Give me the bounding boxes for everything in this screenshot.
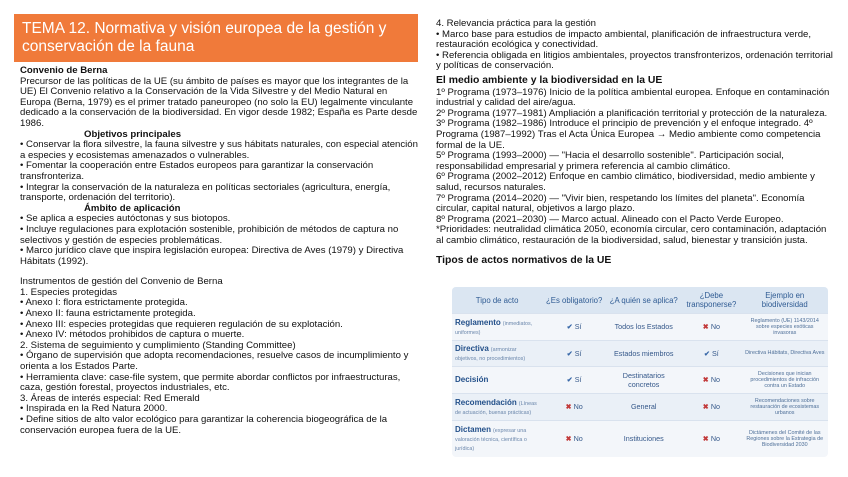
table-cell xyxy=(741,393,828,420)
check-icon: ✔ xyxy=(566,322,573,332)
programa-item: 3º Programa (1982–1986) Introduce el principio de prevención y el enfoque integrado. 4º Programa (1987–1992) Tras el Acta Única Europea → Medio ambiente como competencia formal de la UE. xyxy=(436,118,821,151)
answer-text: No xyxy=(710,402,721,412)
instrumentos-line: • Anexo III: especies protegidas que requieren regulación de su explotación. xyxy=(20,318,343,330)
ejemplo-text: Directiva Hábitats, Directiva Aves xyxy=(745,350,825,357)
aplica-text: Destinatarios concretos xyxy=(622,370,665,389)
relevancia-line: • Referencia obligada en litigios ambientales, proyectos transfronterizos, ordenación territorial y políticas de conservación. xyxy=(436,49,833,72)
relevancia-line: • Marco base para estudios de impacto ambiental, planificación de infraestructura verde, restauración ecológica y conectividad. xyxy=(436,28,812,51)
acto-name: Directiva xyxy=(455,344,489,354)
cross-icon: ✖ xyxy=(702,322,709,332)
programa-item: 2º Programa (1977–1981) Ampliación a planificación territorial y protección de la naturaleza. xyxy=(436,107,828,119)
cross-icon: ✖ xyxy=(565,434,572,444)
programa-item: 8º Programa (2021–2030) — Marco actual. Alineado con el Pacto Verde Europeo. *Prioridades: neutralidad climática 2050, economía circular, cero contaminación, adaptación al cambio climático, restauración de la biodiversidad, salud, bienestar y transición justa. xyxy=(436,213,827,246)
ejemplo-text: Dictámenes del Comité de las Regiones sobre la Estrategia de Biodiversidad 2030 xyxy=(746,429,824,448)
ambito-item: • Se aplica a especies autóctonas y sus biotopos. xyxy=(20,213,231,225)
ejemplo-text: Decisiones que inician procedimientos de infracción contra un Estado xyxy=(750,370,820,390)
instrumentos-line: • Define sitios de alto valor ecológico para garantizar la coherencia biogeográfica de la conservación europea fuera de la UE. xyxy=(20,414,388,436)
table-cell xyxy=(741,367,828,394)
instrumentos-line: • Anexo II: fauna estrictamente protegida. xyxy=(20,308,196,320)
instrumentos-line: Instrumentos de gestión del Convenio de Berna xyxy=(20,276,223,288)
table-cell xyxy=(452,367,542,394)
aplica-text: Instituciones xyxy=(623,434,664,444)
objetivo-item: • Conservar la flora silvestre, la fauna silvestre y sus hábitats naturales, con especial atención a especies y ecosistemas amenazados o vulnerables. xyxy=(20,139,418,161)
table-cell xyxy=(542,314,606,341)
aplica-text: Todos los Estados xyxy=(614,322,673,332)
answer-text: No xyxy=(573,402,583,412)
programa-item: 6º Programa (2002–2012) Enfoque en cambio climático, biodiversidad, medio ambiente y salud, recursos naturales. xyxy=(436,171,815,193)
ambito-item: • Incluye regulaciones para explotación sostenible, prohibición de métodos de captura no selectivos y gestión de especies problemáticas. xyxy=(20,223,399,246)
table-cell xyxy=(452,393,542,420)
table-header: ¿A quién se aplica? xyxy=(606,287,681,314)
answer-text: Sí xyxy=(574,375,582,385)
table-row xyxy=(452,420,828,457)
table-cell xyxy=(542,340,606,366)
table-cell xyxy=(452,314,542,341)
table-cell xyxy=(741,340,828,366)
table-header: ¿Es obligatorio? xyxy=(542,287,606,314)
instrumentos-line: 3. Áreas de interés especial: Red Emerald xyxy=(20,392,200,404)
acto-name: Recomendación xyxy=(455,397,517,407)
right-column xyxy=(436,19,836,268)
medio-ambiente-heading: El medio ambiente y la biodiversidad en la UE xyxy=(436,74,663,86)
objetivos-heading: Objetivos principales xyxy=(84,128,182,140)
table-cell xyxy=(741,420,828,457)
table-row xyxy=(452,367,828,394)
tipos-actos-heading: Tipos de actos normativos de la UE xyxy=(436,255,612,267)
check-icon: ✔ xyxy=(566,348,573,358)
berna-heading: Convenio de Berna xyxy=(20,65,108,76)
acto-sub: (inmediatos, uniformes) xyxy=(455,320,533,336)
table-cell xyxy=(542,367,606,394)
answer-text: Sí xyxy=(712,348,719,358)
acto-sub: (armonizar objetivos, no procedimientos) xyxy=(455,347,526,363)
acto-name: Reglamento xyxy=(455,317,501,327)
table-cell xyxy=(606,314,681,341)
table-cell xyxy=(606,367,681,394)
actos-normativos-table xyxy=(452,287,828,457)
ejemplo-text: Reglamento (UE) 1143/2014 sobre especies exóticas invasoras xyxy=(750,317,819,337)
page-title: TEMA 12. Normativa y visión europea de la gestión y conservación de la fauna xyxy=(14,14,418,62)
instrumentos-line: 2. Sistema de seguimiento y cumplimiento (Standing Committee) xyxy=(20,339,296,351)
programa-item: 7º Programa (2014–2020) — "Vivir bien, respetando los límites del planeta". Economía circular, capital natural, objetivos a largo plazo. xyxy=(436,192,805,215)
instrumentos-line: • Anexo IV: métodos prohibidos de captura o muerte. xyxy=(20,329,245,341)
answer-text: No xyxy=(710,434,721,444)
check-icon: ✔ xyxy=(703,348,711,358)
table-header: Tipo de acto xyxy=(452,287,542,314)
answer-text: Sí xyxy=(574,322,582,332)
cross-icon: ✖ xyxy=(565,402,572,412)
table-cell xyxy=(681,340,741,366)
table-cell xyxy=(681,420,741,457)
berna-intro: Precursor de las políticas de la UE (su ámbito de países es mayor que los integrantes de la UE) El Convenio relativo a la Conservación de la Vida Silvestre y del Medio Natural en Europa (Berna, 1979) es el primer tratado paneuropeo (no solo la EU) legalmente vinculante dedicado a la conservación de la biodiversidad. En vigor desde 1982; España es Parte desde 1986. xyxy=(20,75,418,129)
table-cell xyxy=(542,393,606,420)
table-header: Ejemplo en biodiversidad xyxy=(741,287,828,314)
table-cell xyxy=(681,314,741,341)
table-cell xyxy=(681,393,741,420)
acto-name: Dictamen xyxy=(455,425,492,435)
table-cell xyxy=(606,393,681,420)
table-cell xyxy=(606,340,681,366)
table-cell xyxy=(741,314,828,341)
aplica-text: General xyxy=(630,402,657,412)
acto-name: Decisión xyxy=(455,375,489,385)
instrumentos-line: • Órgano de supervisión que adopta recomendaciones, resuelve casos de incumplimiento y orienta a los Estados Parte. xyxy=(20,350,409,373)
answer-text: No xyxy=(710,375,721,385)
table-cell xyxy=(606,420,681,457)
objetivo-item: • Integrar la conservación de la naturaleza en políticas sectoriales (agricultura, energía, transporte, ordenación del territorio). xyxy=(20,181,391,204)
ambito-item: • Marco jurídico clave que inspira legislación europea: Directiva de Aves (1979) y Directiva Hábitats (1992). xyxy=(20,245,404,267)
ejemplo-text: Recomendaciones sobre restauración de ecosistemas urbanos xyxy=(750,397,820,416)
programa-item: 5º Programa (1993–2000) — "Hacia el desarrollo sostenible". Participación social, responsabilidad empresarial y primera referencia al cambio climático. xyxy=(436,150,784,172)
answer-text: Sí xyxy=(574,348,582,358)
instrumentos-line: • Herramienta clave: case-file system, que permite abordar conflictos por infraestructuras, caza, gestión forestal, proyectos industriales, etc. xyxy=(20,371,401,394)
table-cell xyxy=(452,340,542,366)
instrumentos-line: • Inspirada en la Red Natura 2000. xyxy=(20,403,168,415)
table-header: ¿Debe transponerse? xyxy=(681,287,741,314)
table-row xyxy=(452,314,828,341)
table-row xyxy=(452,340,828,366)
table-cell xyxy=(542,420,606,457)
table-cell xyxy=(681,367,741,394)
cross-icon: ✖ xyxy=(702,434,709,444)
check-icon: ✔ xyxy=(566,375,573,385)
answer-text: No xyxy=(710,322,721,332)
acto-sub: (Líneas de actuación, buenas prácticas) xyxy=(455,400,537,416)
acto-sub: (expresar una valoración técnica, científica o jurídica) xyxy=(455,428,527,453)
relevancia-line: 4. Relevancia práctica para la gestión xyxy=(436,18,596,29)
programa-item: 1º Programa (1973–1976) Inicio de la política ambiental europea. Enfoque en contaminación industrial y calidad del aire/agua. xyxy=(436,86,830,109)
answer-text: No xyxy=(573,434,583,444)
table-row xyxy=(452,393,828,420)
cross-icon: ✖ xyxy=(702,375,709,385)
objetivo-item: • Fomentar la cooperación entre Estados europeos para garantizar la conservación transfronteriza. xyxy=(20,160,374,182)
cross-icon: ✖ xyxy=(702,402,709,412)
instrumentos-line: • Anexo I: flora estrictamente protegida. xyxy=(20,297,188,309)
left-column xyxy=(20,66,418,436)
table-cell xyxy=(452,420,542,457)
instrumentos-line: 1. Especies protegidas xyxy=(20,286,118,298)
aplica-text: Estados miembros xyxy=(613,348,674,358)
ambito-heading: Ámbito de aplicación xyxy=(84,202,181,214)
